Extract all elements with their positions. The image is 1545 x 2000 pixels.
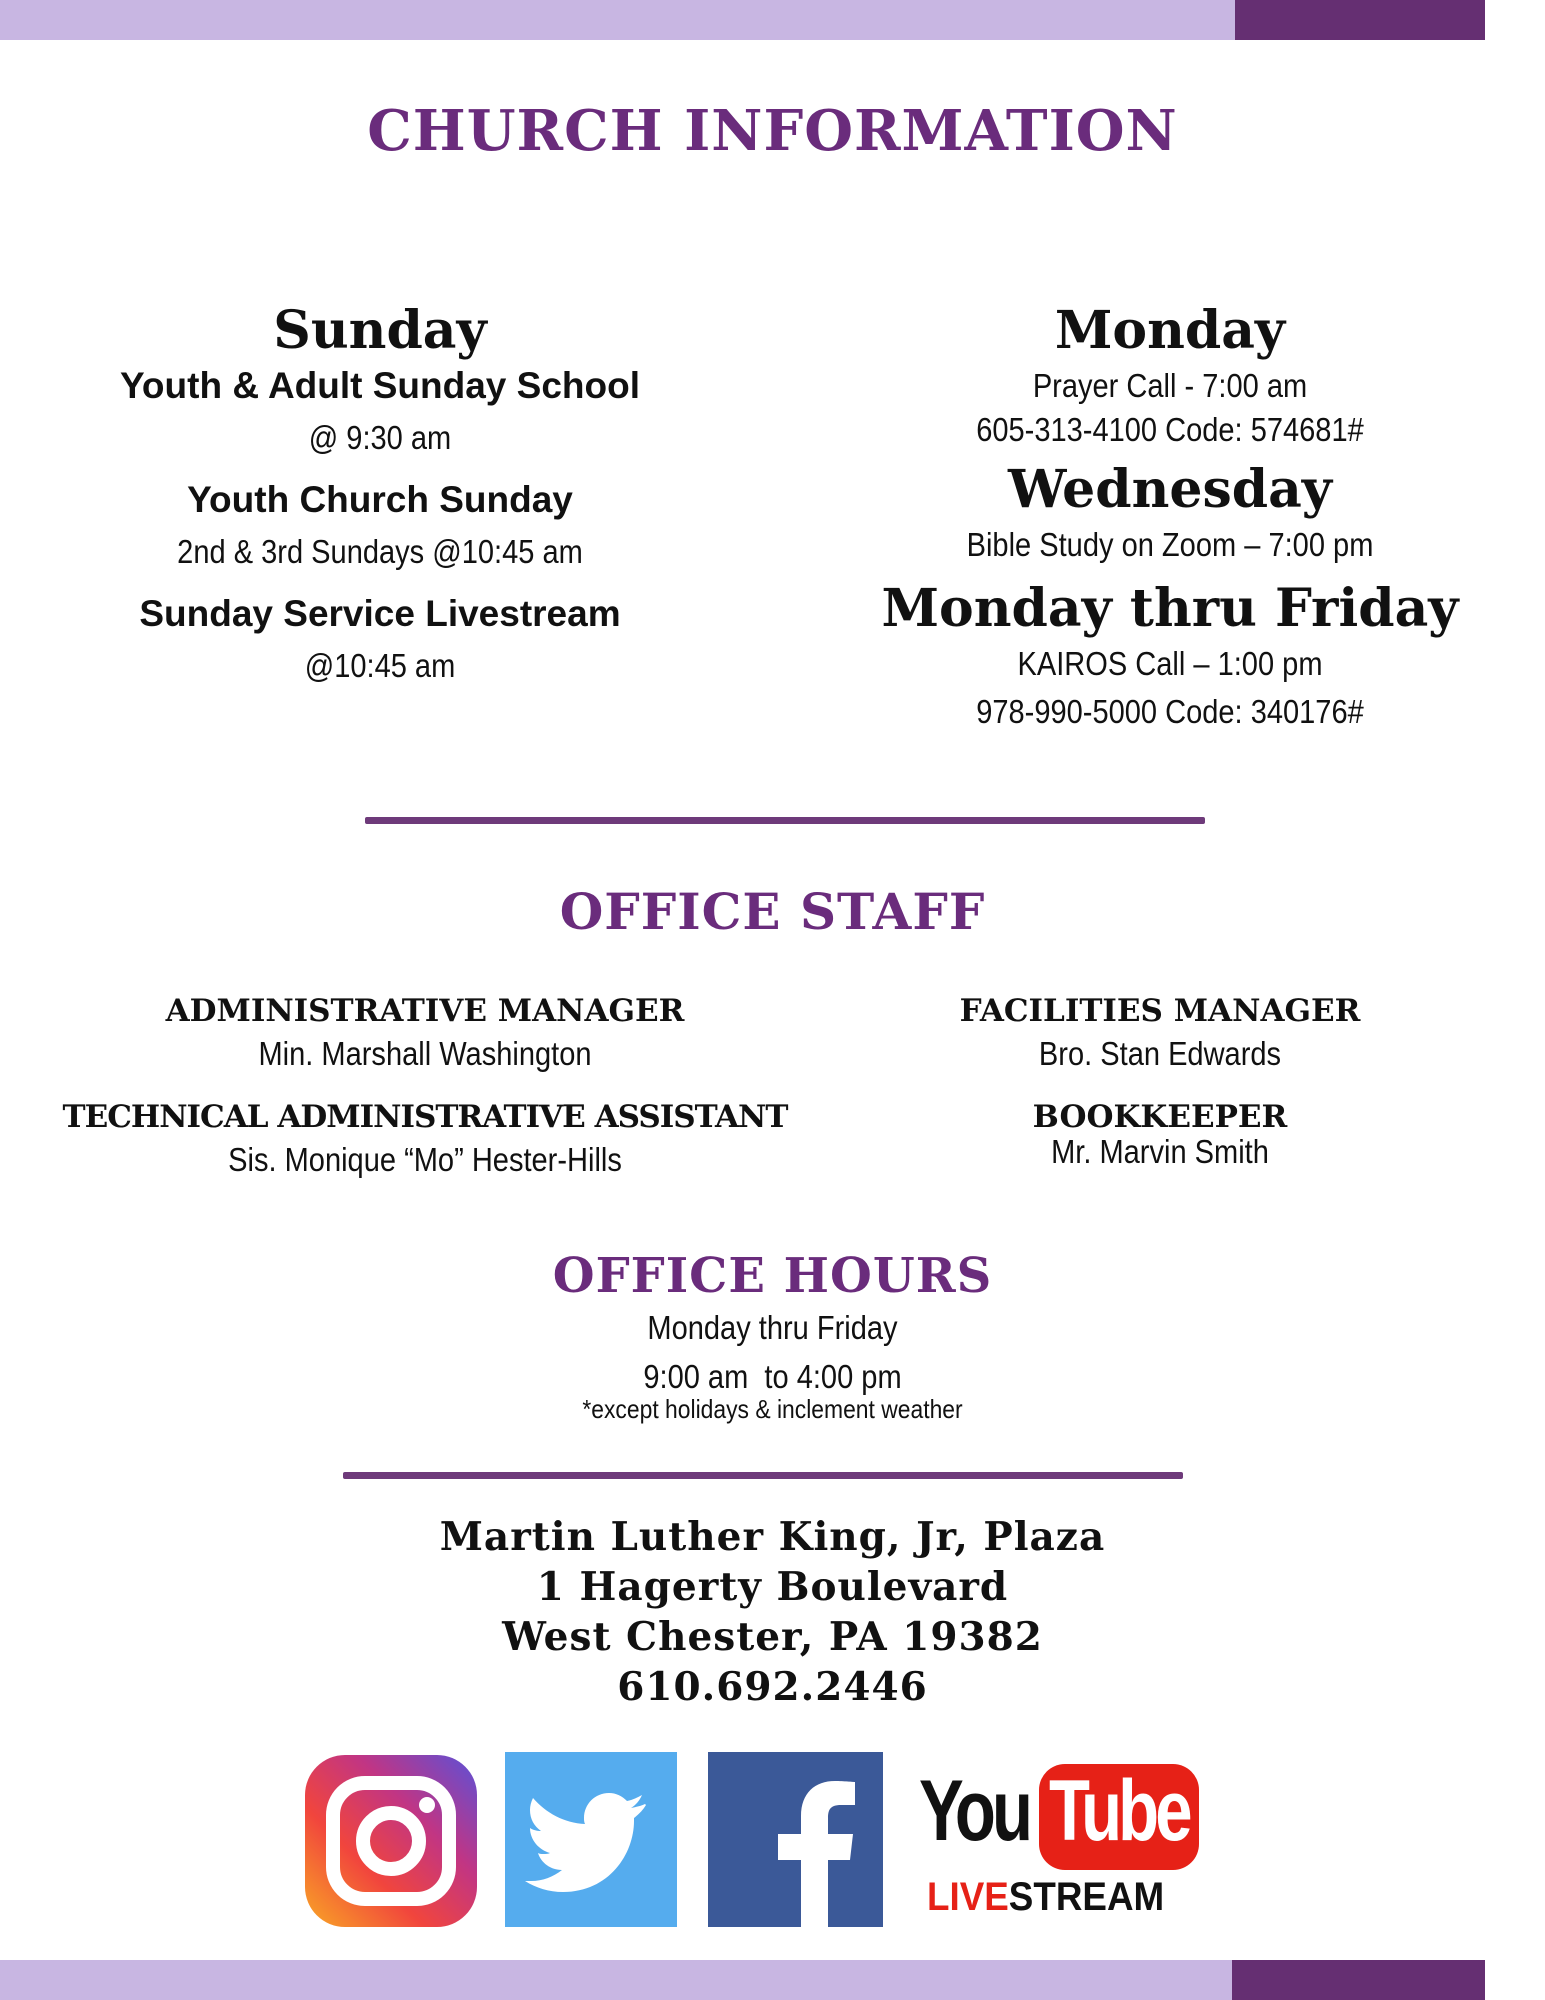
address-block (0, 1512, 1545, 1712)
hours-days: Monday thru Friday (647, 1309, 898, 1346)
staff-name: Min. Marshall Washington (258, 1035, 592, 1072)
staff-name: Bro. Stan Edwards (1038, 1035, 1282, 1072)
sunday-heading: Sunday (273, 300, 487, 361)
weekdays-line-1: KAIROS Call – 1:00 pm (1017, 645, 1323, 682)
address-line-1: Martin Luther King, Jr, Plaza (439, 1514, 1106, 1560)
top-band (0, 0, 1235, 40)
weekdays-heading: Monday thru Friday (881, 578, 1459, 639)
staff-role: BOOKKEEPER (1032, 1099, 1288, 1135)
staff-role: FACILITIES MANAGER (959, 993, 1361, 1029)
weekday-column (860, 300, 1480, 731)
event-title: Youth & Adult Sunday School (119, 365, 641, 406)
phone-number: 610.692.2446 (617, 1664, 928, 1710)
address-line-3: West Chester, PA 19382 (502, 1614, 1043, 1660)
divider (343, 1472, 1183, 1479)
staff-role: TECHNICAL ADMINISTRATIVE ASSISTANT (62, 1099, 788, 1135)
monday-line-2: 605-313-4100 Code: 574681# (976, 411, 1364, 448)
bottom-band-accent (1232, 1960, 1485, 2000)
divider (365, 817, 1205, 824)
page-title: CHURCH INFORMATION (367, 98, 1178, 164)
staff-name: Sis. Monique “Mo” Hester-Hills (228, 1141, 622, 1178)
sunday-column (60, 300, 700, 685)
staff-right (900, 993, 1420, 1171)
event-detail: @ 9:30 am (308, 419, 452, 456)
twitter-icon[interactable] (505, 1752, 677, 1927)
top-band-accent (1235, 0, 1485, 40)
monday-heading: Monday (1054, 300, 1286, 361)
livestream-live: LIVE (927, 1875, 1009, 1919)
bottom-band (0, 1960, 1232, 2000)
staff-name: Mr. Marvin Smith (1051, 1133, 1269, 1170)
staff-heading: OFFICE STAFF (559, 882, 986, 941)
monday-line-1: Prayer Call - 7:00 am (1032, 367, 1308, 404)
staff-left (60, 993, 790, 1179)
weekdays-line-2: 978-990-5000 Code: 340176# (976, 693, 1364, 730)
livestream-label (927, 1875, 1164, 1920)
facebook-icon[interactable] (708, 1752, 883, 1927)
wednesday-line-1: Bible Study on Zoom – 7:00 pm (966, 526, 1374, 563)
wednesday-heading: Wednesday (1007, 459, 1333, 520)
event-title: Youth Church Sunday (187, 479, 573, 520)
staff-role: ADMINISTRATIVE MANAGER (165, 993, 685, 1029)
youtube-tube: Tube (1049, 1763, 1189, 1859)
event-detail: @10:45 am (304, 647, 456, 684)
instagram-icon[interactable] (305, 1755, 477, 1927)
event-title: Sunday Service Livestream (139, 593, 621, 634)
hours-heading: OFFICE HOURS (552, 1248, 993, 1304)
youtube-you: You (919, 1763, 1030, 1859)
hours-note: *except holidays & inclement weather (582, 1394, 963, 1424)
youtube-livestream-logo[interactable] (915, 1752, 1215, 1927)
livestream-stream: STREAM (1008, 1875, 1165, 1919)
address-line-2: 1 Hagerty Boulevard (536, 1564, 1009, 1610)
hours-time: 9:00 am to 4:00 pm (643, 1358, 902, 1395)
event-detail: 2nd & 3rd Sundays @10:45 am (177, 533, 583, 570)
